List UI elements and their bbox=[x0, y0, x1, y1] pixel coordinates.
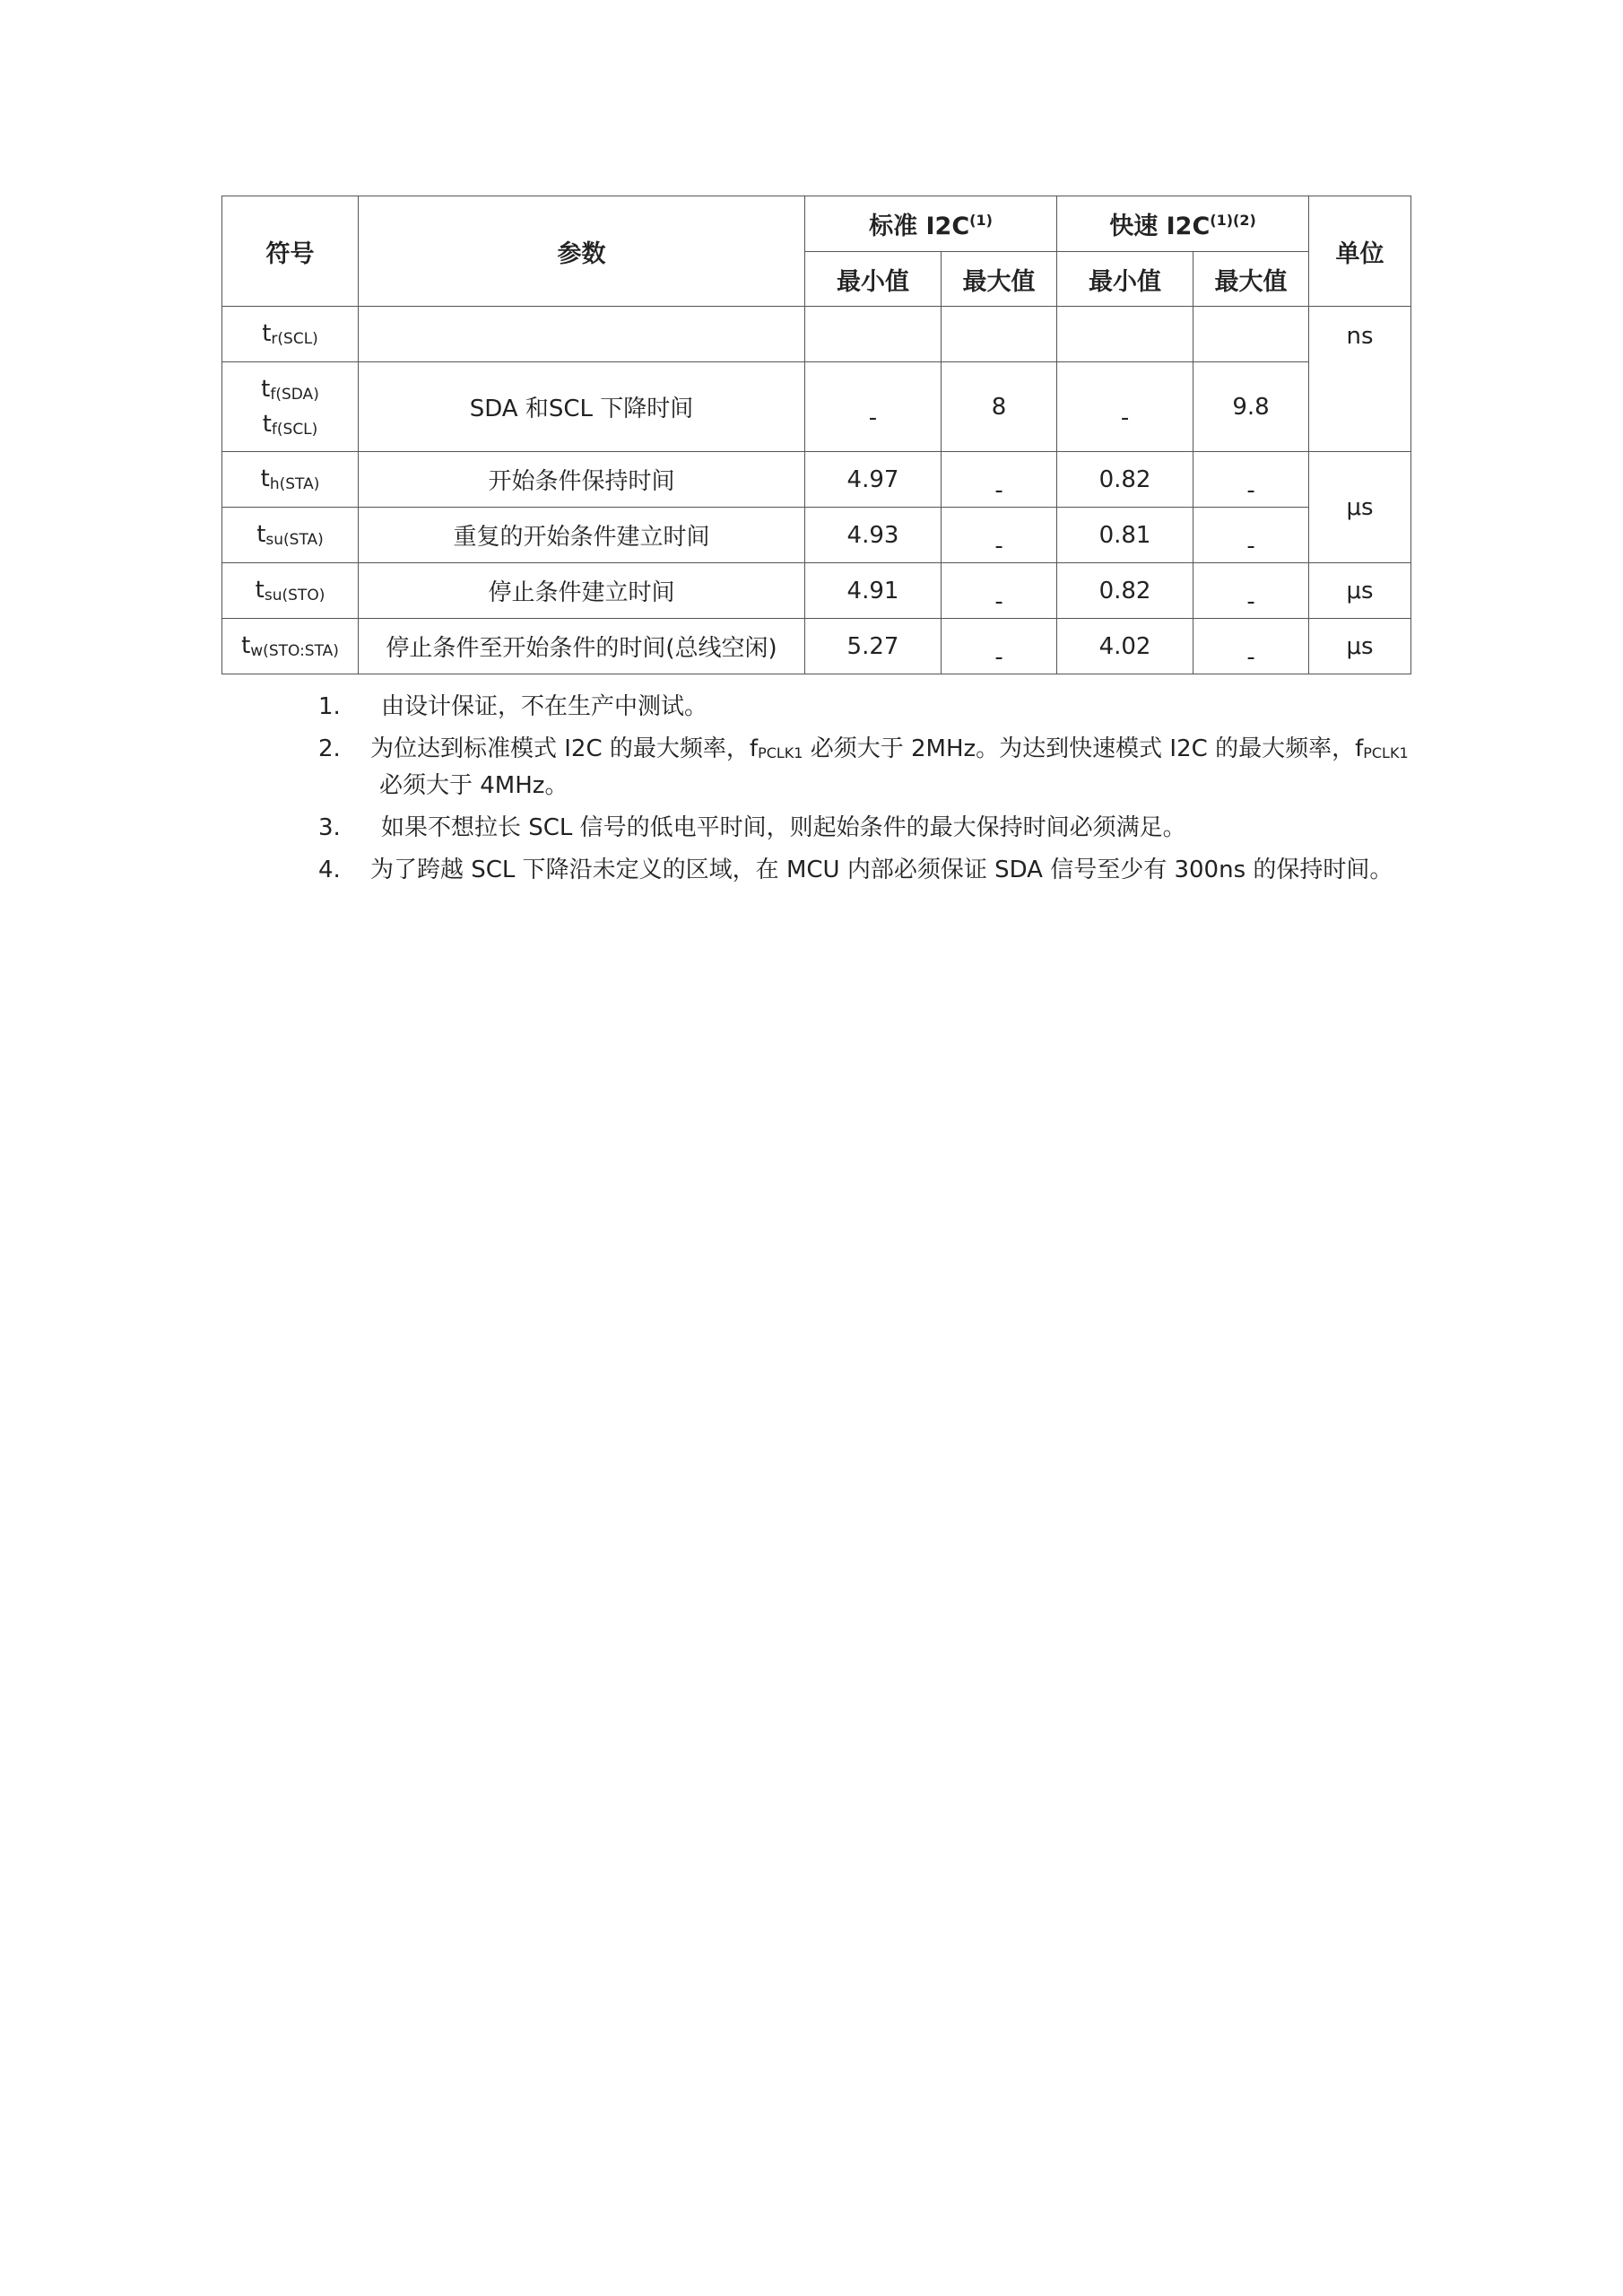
fast-max-cell: - bbox=[1193, 563, 1309, 619]
parameter-cell: 开始条件保持时间 bbox=[359, 452, 805, 508]
fast-max-cell: 9.8 bbox=[1193, 362, 1309, 452]
header-symbol: 符号 bbox=[222, 196, 359, 307]
std-min-cell: 4.97 bbox=[805, 452, 942, 508]
fast-min-cell: 0.82 bbox=[1057, 452, 1193, 508]
footnote-item bbox=[318, 733, 1430, 802]
table-row bbox=[222, 307, 1411, 362]
parameter-cell bbox=[359, 307, 805, 362]
footnote-text: 为位达到标准模式 I2C 的最大频率，$f_{PCLK1}$ 必须大于 2MHz。为达到快速模式 I2C 的最大频率，$f_{PCLK1}$ 必须大于 4MHz。 bbox=[370, 735, 1409, 799]
parameter-cell: 重复的开始条件建立时间 bbox=[359, 508, 805, 563]
header-std-max: 最大值 bbox=[942, 252, 1057, 307]
fast-max-cell: - bbox=[1193, 452, 1309, 508]
table-row bbox=[222, 508, 1411, 563]
parameter-cell: 停止条件至开始条件的时间(总线空闲) bbox=[359, 619, 805, 674]
unit-cell-ns: ns bbox=[1309, 307, 1411, 452]
footnote-number: 3. bbox=[318, 814, 341, 841]
std-min-cell: 4.91 bbox=[805, 563, 942, 619]
fast-max-cell bbox=[1193, 307, 1309, 362]
unit-cell-us: μs bbox=[1309, 452, 1411, 563]
table-row bbox=[222, 452, 1411, 508]
std-max-cell: 8 bbox=[942, 362, 1057, 452]
symbol-cell: $t_{su(STO)}$ bbox=[222, 563, 359, 619]
fast-min-cell bbox=[1057, 307, 1193, 362]
std-max-cell: - bbox=[942, 619, 1057, 674]
unit-cell: μs bbox=[1309, 563, 1411, 619]
fast-min-cell: 4.02 bbox=[1057, 619, 1193, 674]
fast-min-cell: 0.81 bbox=[1057, 508, 1193, 563]
header-fast-max: 最大值 bbox=[1193, 252, 1309, 307]
header-standard-i2c: 标准 $I2C^{(1)}$ bbox=[805, 196, 1057, 252]
std-min-cell bbox=[805, 307, 942, 362]
header-parameter: 参数 bbox=[359, 196, 805, 307]
header-fast-min: 最小值 bbox=[1057, 252, 1193, 307]
std-min-cell: 4.93 bbox=[805, 508, 942, 563]
symbol-cell: $t_{r(SCL)}$ bbox=[222, 307, 359, 362]
header-std-min: 最小值 bbox=[805, 252, 942, 307]
unit-cell: μs bbox=[1309, 619, 1411, 674]
footnote-text: 为了跨越 SCL 下降沿未定义的区域，在 MCU 内部必须保证 SDA 信号至少有 300ns 的保持时间。 bbox=[370, 857, 1393, 883]
table-row bbox=[222, 619, 1411, 674]
i2c-timing-table bbox=[221, 196, 1411, 674]
footnote-item bbox=[318, 691, 1430, 723]
header-fast-i2c: 快速 $I2C^{(1)(2)}$ bbox=[1057, 196, 1309, 252]
std-min-cell: 5.27 bbox=[805, 619, 942, 674]
fast-min-cell: 0.82 bbox=[1057, 563, 1193, 619]
footnote-text: 如果不想拉长 SCL 信号的低电平时间，则起始条件的最大保持时间必须满足。 bbox=[381, 814, 1186, 841]
parameter-cell: SDA 和SCL 下降时间 bbox=[359, 362, 805, 452]
table-row bbox=[222, 563, 1411, 619]
std-max-cell bbox=[942, 307, 1057, 362]
symbol-cell: $t_{h(STA)}$ bbox=[222, 452, 359, 508]
table-row bbox=[222, 362, 1411, 452]
footnotes bbox=[318, 691, 1430, 896]
std-max-cell: - bbox=[942, 452, 1057, 508]
fast-max-cell: - bbox=[1193, 508, 1309, 563]
header-unit: 单位 bbox=[1309, 196, 1411, 307]
symbol-cell: $t_{w(STO:STA)}$ bbox=[222, 619, 359, 674]
std-max-cell: - bbox=[942, 563, 1057, 619]
footnote-text: 由设计保证，不在生产中测试。 bbox=[381, 693, 708, 720]
footnote-number: 4. bbox=[318, 857, 341, 883]
parameter-cell: 停止条件建立时间 bbox=[359, 563, 805, 619]
footnote-number: 2. bbox=[318, 735, 341, 762]
fast-min-cell: - bbox=[1057, 362, 1193, 452]
symbol-cell: $t_{f(SDA)}$ $t_{f(SCL)}$ bbox=[222, 362, 359, 452]
footnote-item bbox=[318, 854, 1430, 886]
symbol-cell: $t_{su(STA)}$ bbox=[222, 508, 359, 563]
std-min-cell: - bbox=[805, 362, 942, 452]
std-max-cell: - bbox=[942, 508, 1057, 563]
footnote-number: 1. bbox=[318, 693, 341, 720]
table-header-row bbox=[222, 196, 1411, 252]
fast-max-cell: - bbox=[1193, 619, 1309, 674]
footnote-item bbox=[318, 812, 1430, 844]
